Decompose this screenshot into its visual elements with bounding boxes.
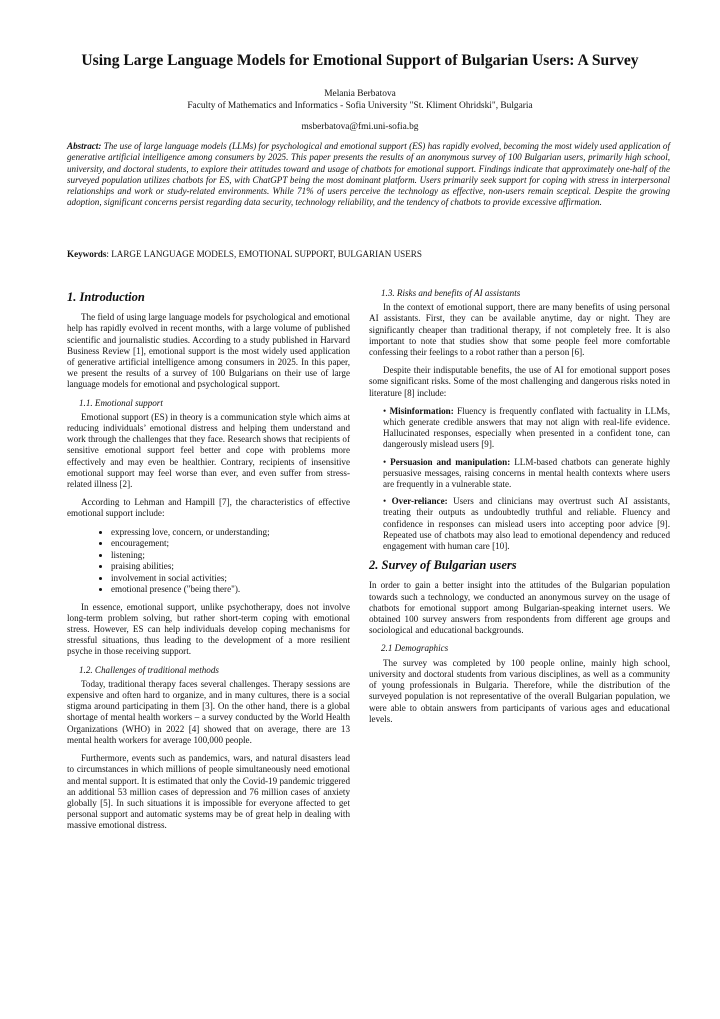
affiliation: Faculty of Mathematics and Informatics - Sofia University "St. Kliment Ohridski", Bulgaria [187,100,533,111]
subsection-heading-challenges: 1.2. Challenges of traditional methods [79,664,219,675]
keywords-label: Keywords [67,249,107,259]
list-item: • listening; [111,550,350,562]
paper-title: Using Large Language Models for Emotional Support of Bulgarian Users: A Survey [81,52,639,69]
risk-label: Persuasion and manipulation: [390,456,511,467]
risk-text: Fluency is frequently conflated with factuality in LLMs, which generate credible answers that may not align with real-life evidence. Hallucinated responses, especially when presented in a confident tone, can dangerously mislead users [9]. [383,405,670,450]
list-item: • expressing love, concern, or understanding; [111,527,350,539]
paragraph: Today, traditional therapy faces several challenges. Therapy sessions are expensive and often hard to organize, and in many cultures, there is a social stigma around participating in them [3]. On the other hand, there is a global shortage of mental health workers – a survey conducted by the World Health Organizations (WHO) in 2022 [4] showed that on average, there are 13 mental health workers for average 100,000 people. [67,678,350,745]
risk-text: Users and clinicians may overtrust such AI assistants, treating their outputs as undoubtedly truthful and reliable. Fluency and confidence in responses can mislead users into accepting poor advice [9]. Repeated use of chatbots may also lead to emotional dependency and reduced engagement with human care [10]. [383,496,670,552]
subsection-heading-emotional-support: 1.1. Emotional support [79,397,163,408]
bullet-icon: • [383,405,390,416]
abstract [67,141,670,209]
risk-text: LLM-based chatbots can generate highly persuasive messages, raising concerns in mental health contexts where users are frequently in a vulnerable state. [383,456,670,490]
list-item: • emotional presence ("being there"). [111,584,350,596]
author-email: msberbatova@fmi.uni-sofia.bg [301,122,419,132]
risk-item-over-reliance [369,496,670,552]
list-item: • encouragement; [111,538,350,550]
paragraph: In the context of emotional support, there are many benefits of using personal AI assistants. First, they can be available anytime, day or night. They are significantly cheaper than traditional therapy, if not completely free. It is also important to note that studies show that some people feel more comfortable confessing their feelings to a robot rather than a person [6]. [369,302,670,358]
paragraph: According to Lehman and Hampill [7], the characteristics of effective emotional support include: [67,497,350,519]
risk-item-persuasion [369,457,670,491]
paragraph: In essence, emotional support, unlike psychotherapy, does not involve long-term problem solving, but rather short-term coping with emotional stress. However, ES can help individuals develop coping mechanisms for stressful situations, thus leading to the development of a more resilient psyche in those receiving support. [67,601,350,657]
paragraph: Furthermore, events such as pandemics, wars, and natural disasters lead to circumstances in which millions of people simultaneously need emotional and mental support. It is estimated that only the Covid-19 pandemic triggered an additional 53 million cases of depression and 76 million cases of anxiety globally [5]. In such situations it is impossible for everyone affected to get personal support and automatic systems may be of great help in dealing with massive emotional distress. [67,753,350,831]
characteristics-list [67,527,350,596]
list-item: • involvement in social activities; [111,573,350,585]
keywords-text: : LARGE LANGUAGE MODELS, EMOTIONAL SUPPORT, BULGARIAN USERS [106,249,422,259]
abstract-text: The use of large language models (LLMs) for psychological and emotional support (ES) has rapidly evolved, becoming the most widely used application of generative artificial intelligence among consumers by 2025. This paper presents the results of an anonymous survey of 100 Bulgarian users, primarily high school, university, and doctoral students, to explore their attitudes toward and usage of chatbots for emotional support. Findings indicate that approximately one-half of the surveyed population utilizes chatbots for ES, with ChatGPT being the most dominant platform. Users primarily seek support for coping with stress in interpersonal relationships and work or study-related environments. While 71% of users perceive the technology as effective, non-users remain sceptical. Despite the growing adoption, significant concerns persist regarding data security, technology reliability, and the tendency of chatbots to provide excessive affirmation. [67,141,670,208]
paragraph: Emotional support (ES) in theory is a communication style which aims at reducing individuals’ emotional distress and helping them understand and work through the challenges that they face. Research shows that recipients of sensitive emotional support feel better and cope with problems more effectively and may even be healthier. Contrary, recipients of insensitive emotional support may feel worse than ever, and even suffer from stress-related illness [2]. [67,411,350,490]
abstract-label: Abstract: [67,141,102,151]
subsection-heading-risks-benefits: 1.3. Risks and benefits of AI assistants [381,288,521,298]
author-name: Melania Berbatova [324,89,396,99]
left-column [67,288,350,839]
risk-label: Misinformation: [389,405,454,416]
risk-item-misinformation [369,406,670,451]
bullet-icon: • [383,456,391,467]
author-block [0,89,720,112]
keywords [67,249,670,259]
paragraph: Despite their indisputable benefits, the use of AI for emotional support poses some significant risks. Some of the most challenging and dangerous risks noted in literature [8] include: [369,365,670,398]
paragraph: The survey was completed by 100 people online, mainly high school, university and doctoral students from various disciplines, as well as a community of young professionals in Bulgaria. Therefore, while the distribution of the surveyed population is not representative of the overall Bulgarian population, we were able to obtain answers from participants of various ages and educational levels. [369,657,670,724]
list-item: • praising abilities; [111,561,350,573]
bullet-icon: • [383,496,392,507]
right-column [369,288,670,732]
section-heading-survey: 2. Survey of Bulgarian users [369,558,517,573]
paragraph: In order to gain a better insight into the attitudes of the Bulgarian population towards such a technology, we conducted an anonymous survey on the usage of chatbots for emotional support among Bulgarian-speaking internet users. We obtained 100 survey answers from respondents from different age groups and sociological and educational backgrounds. [369,580,670,636]
subsection-heading-demographics: 2.1 Demographics [381,643,449,654]
section-heading-introduction: 1. Introduction [67,290,145,304]
risk-label: Over-reliance: [391,496,448,507]
paragraph: The field of using large language models for psychological and emotional help has rapidly evolved in recent months, with a large volume of published scientific and journalistic studies. According to a study published in Harvard Business Review [1], emotional support is the most widely used application of generative artificial intelligence among consumers in 2025. In this paper, we present the results of a survey of 100 Bulgarians on their use of large language models for emotional and psychological support. [67,312,350,390]
